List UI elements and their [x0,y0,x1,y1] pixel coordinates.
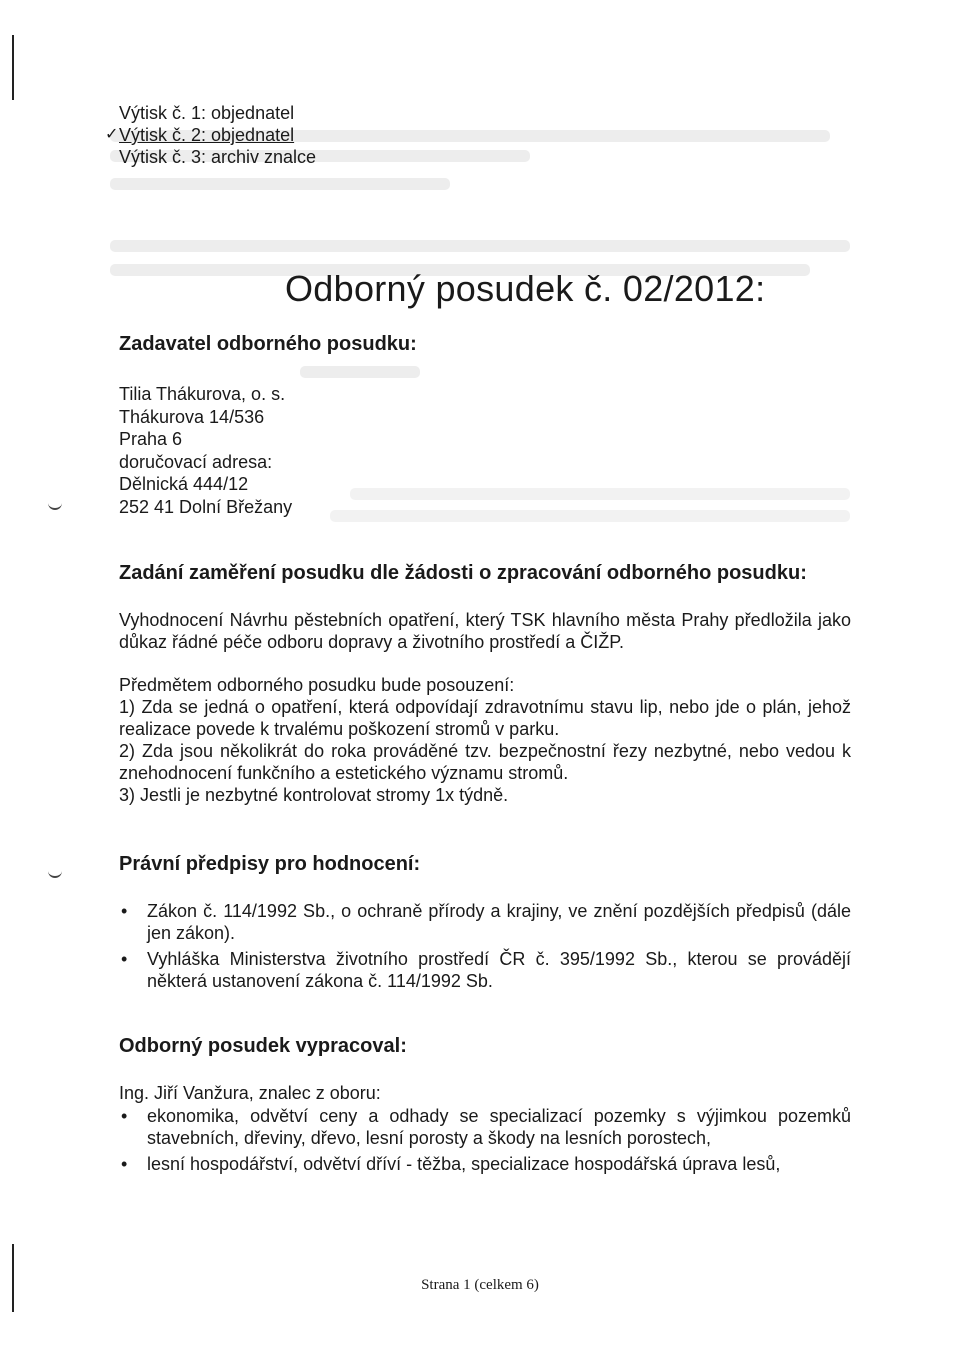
author-specialization-text: ekonomika, odvětví ceny a odhady se specializací pozemky s výjimkou pozemků stavebních, dřeviny, dřevo, lesní porosty a škody na lesních porostech, [147,1106,851,1148]
legal-list-item [119,900,851,944]
client-line: Praha 6 [119,429,183,450]
subject-item-2: 2) Zda jsou několikrát do roka prováděné tzv. bezpečnostní řezy nezbytné, nebo vedou k znehodnocení funkčního a estetického významu stromů. [119,741,851,783]
copy-distribution-list [105,102,317,168]
copy-line-2-text: Výtisk č. 2: objednatel [119,125,295,145]
copy-line-2 [105,124,316,146]
author-intro-block [119,1082,851,1104]
author-specialization-text: lesní hospodářství, odvětví dříví - těžba, specializace hospodářská úprava lesů, [147,1154,781,1174]
client-line: 252 41 Dolní Břežany [119,496,293,517]
punch-hole-mark [48,866,62,878]
show-through-line [110,240,850,252]
legal-list-item [119,948,851,992]
bullet-icon: • [121,949,128,969]
subject-item-3: 3) Jestli je nezbytné kontrolovat stromy 1x týdně. [119,785,509,805]
document-title: Odborný posudek č. 02/2012: [285,268,766,309]
punch-hole-mark [48,498,62,510]
legal-list [119,900,851,992]
author-intro: Ing. Jiří Vanžura, znalec z oboru: [119,1083,381,1103]
show-through-line [110,178,450,190]
legal-item-text: Zákon č. 114/1992 Sb., o ochraně přírody a krajiny, ve znění pozdějších předpisů (dále jen zákon). [147,901,851,943]
assignment-text: Vyhodnocení Návrhu pěstebních opatření, který TSK hlavního města Prahy předložila jako důkaz řádné péče odboru dopravy a životního prostředí a ČIŽP. [119,610,851,652]
legal-item-text: Vyhláška Ministerstva životního prostředí ČR č. 395/1992 Sb., kterou se provádějí některá ustanovení zákona č. 114/1992 Sb. [147,949,851,991]
show-through-line [300,366,420,378]
subject-intro: Předmětem odborného posudku bude posouzení: [119,675,515,695]
subject-item-1: 1) Zda se jedná o opatření, která odpovídají zdravotnímu stavu lip, nebo jde o plán, jehož realizace povede k trvalému poškození stromů v parku. [119,697,851,739]
show-through-line [350,488,850,500]
check-mark-icon: ✓ [105,126,119,143]
author-heading: Odborný posudek vypracoval: [119,1035,407,1057]
scan-edge-mark [12,35,14,100]
copy-line-3: Výtisk č. 3: archiv znalce [119,147,317,167]
client-line: doručovací adresa: [119,451,273,472]
show-through-line [330,510,850,522]
copy-line-1: Výtisk č. 1: objednatel [119,103,295,123]
client-heading: Zadavatel odborného posudku: [119,333,417,355]
author-specialization-item [119,1105,851,1149]
client-line: Dělnická 444/12 [119,474,249,495]
author-specialization-item [119,1153,851,1175]
bullet-icon: • [121,1154,128,1174]
client-line: Thákurova 14/536 [119,406,265,427]
assignment-block [119,609,851,653]
bullet-icon: • [121,1106,128,1126]
assignment-heading: Zadání zaměření posudku dle žádosti o zpracování odborného posudku: [119,562,807,584]
legal-heading: Právní předpisy pro hodnocení: [119,853,421,875]
subject-block [119,674,851,806]
client-line: Tilia Thákurova, o. s. [119,384,286,404]
author-specializations-list [119,1105,851,1175]
client-address [119,383,292,519]
page-footer: Strana 1 (celkem 6) [421,1277,539,1293]
bullet-icon: • [121,901,128,921]
